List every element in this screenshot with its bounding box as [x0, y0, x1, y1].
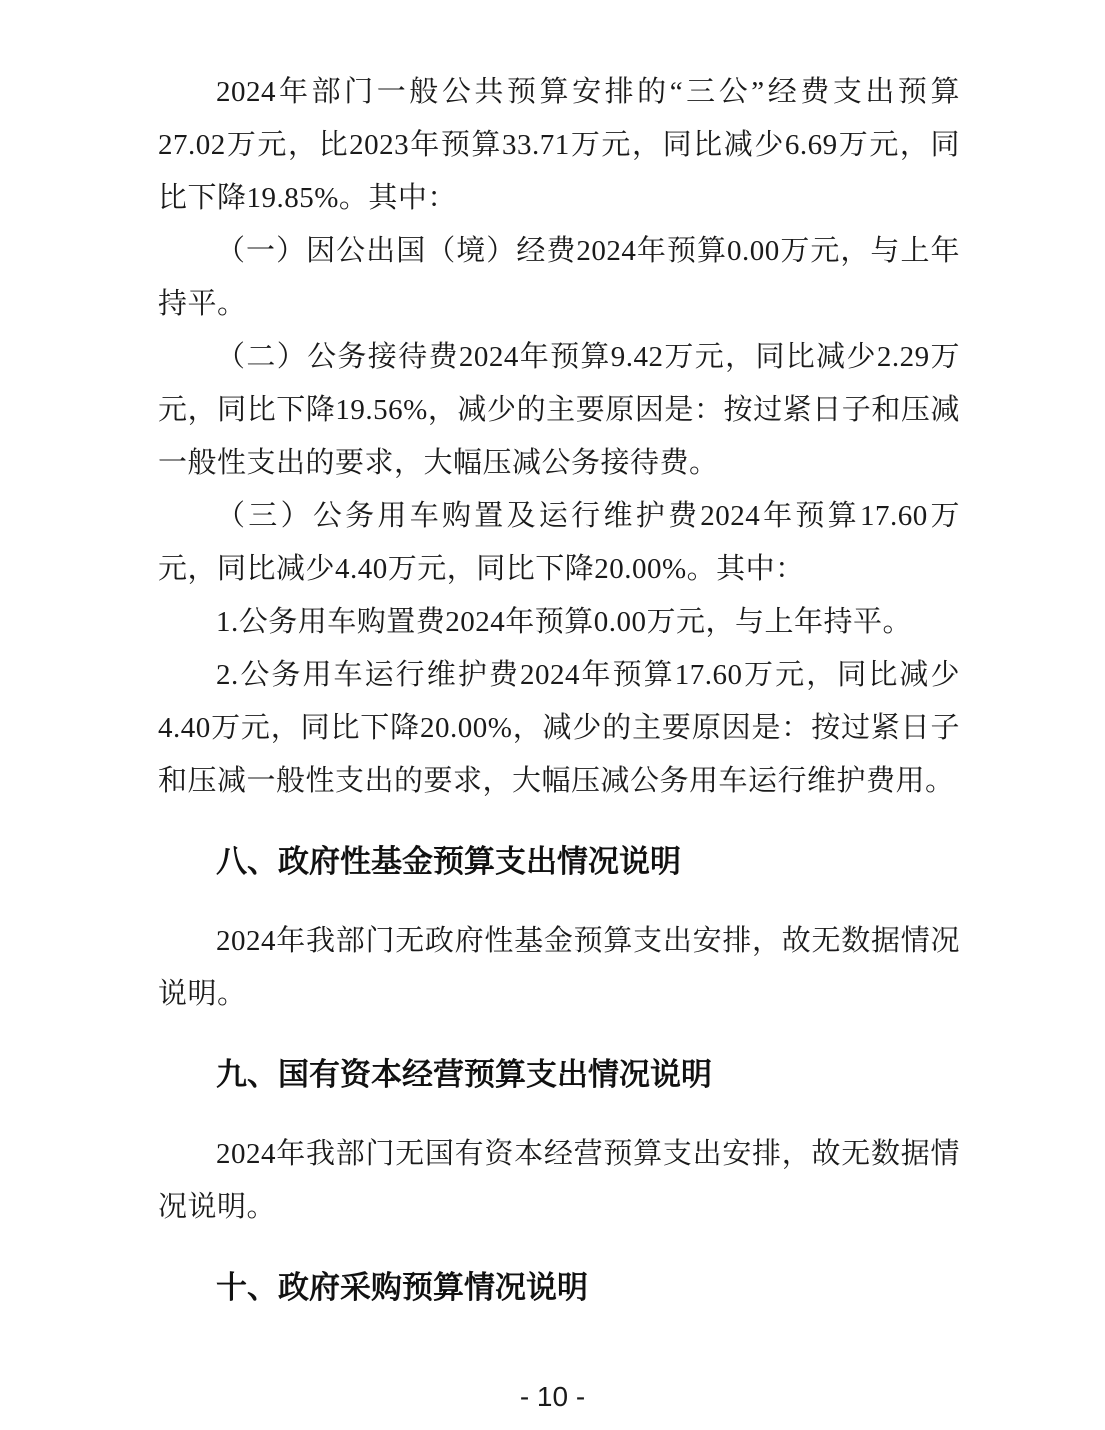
body-paragraph: 2.公务用车运行维护费2024年预算17.60万元，同比减少4.40万元，同比下降20.00%，减少的主要原因是：按过紧日子和压减一般性支出的要求，大幅压减公务用车运行维护费用。	[158, 659, 960, 797]
document-body	[158, 66, 960, 1341]
section-heading: 九、国有资本经营预算支出情况说明	[216, 1057, 712, 1092]
body-paragraph: 2024年部门一般公共预算安排的“三公”经费支出预算27.02万元，比2023年预算33.71万元，同比减少6.69万元，同比下降19.85%。其中：	[158, 76, 960, 214]
body-paragraph: （三）公务用车购置及运行维护费2024年预算17.60万元，同比减少4.40万元，同比下降20.00%。其中：	[158, 500, 960, 585]
section-heading: 八、政府性基金预算支出情况说明	[216, 844, 681, 879]
body-paragraph: （二）公务接待费2024年预算9.42万元，同比减少2.29万元，同比下降19.56%，减少的主要原因是：按过紧日子和压减一般性支出的要求，大幅压减公务接待费。	[158, 341, 960, 479]
body-paragraph: 2024年我部门无政府性基金预算支出安排，故无数据情况说明。	[158, 925, 960, 1010]
page-number: - 10 -	[519, 1381, 586, 1412]
body-paragraph: 1.公务用车购置费2024年预算0.00万元，与上年持平。	[216, 606, 913, 638]
body-paragraph: 2024年我部门无国有资本经营预算支出安排，故无数据情况说明。	[158, 1138, 960, 1223]
body-paragraph: （一）因公出国（境）经费2024年预算0.00万元，与上年持平。	[158, 235, 960, 320]
section-heading: 十、政府采购预算情况说明	[216, 1270, 588, 1305]
